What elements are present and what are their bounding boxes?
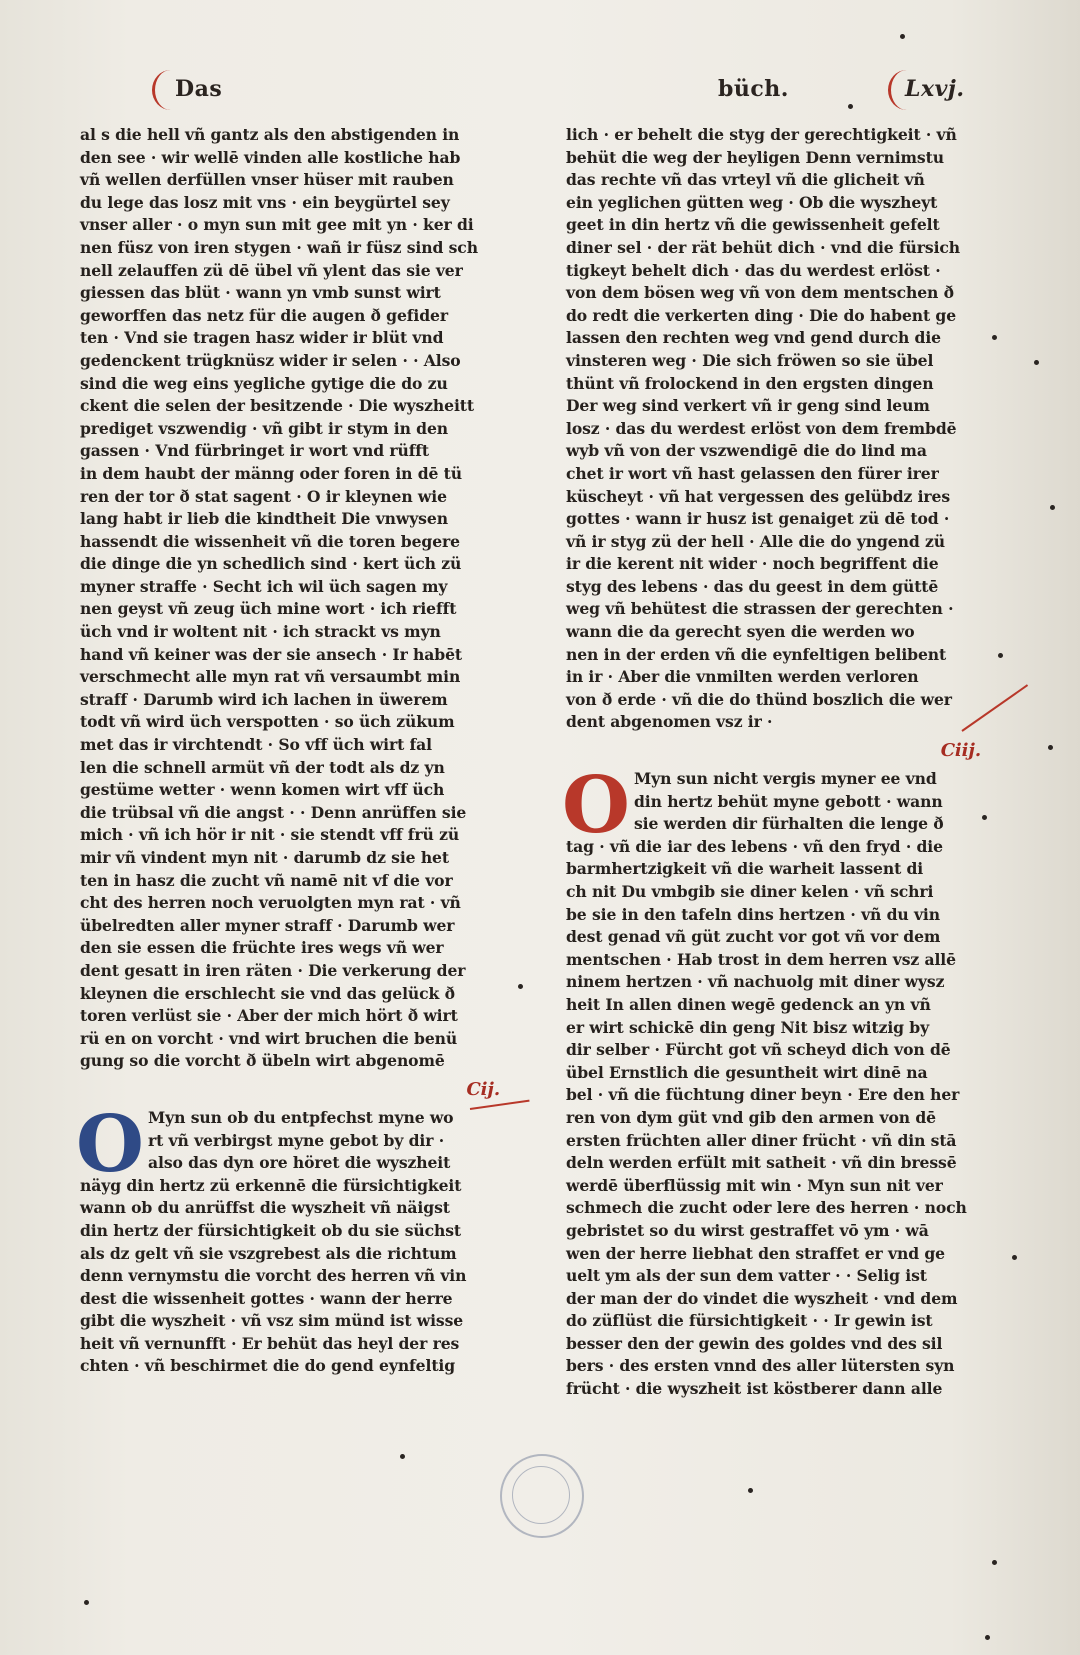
text-line: met das ir virchtendt · So vff üch wirt fal [80,735,432,755]
ink-speck [992,1560,997,1565]
text-line: schmech die zucht oder lere des herren · noch [566,1198,967,1218]
text-line: dir selber · Fürcht got vñ scheyd dich von dē [566,1040,951,1060]
text-line: näyg din hertz zü erkennē die fürsichtigkeit [80,1175,462,1195]
text-line: behüt die weg der heyligen Denn vernimstu [566,147,944,167]
text-line: gottes · wann ir husz ist genaiget zü dē tod · [566,509,950,529]
text-line: styg des lebens · das du geest in dem güttē [566,576,939,596]
text-line: vinsteren weg · Die sich fröwen so sie übel [566,350,934,370]
text-line: dest genad vñ güt zucht vor got vñ vor dem [566,927,941,947]
text-line: losz · das du werdest erlöst von dem frembdē [566,418,957,438]
text-line: gestüme wetter · wenn komen wirt vff üch [80,780,445,800]
text-line: ren der tor ð stat sagent · O ir kleynen wie [80,486,447,506]
text-line: Myn sun ob du entpfechst myne wo [148,1107,454,1127]
text-line: lang habt ir lieb die kindtheit Die vnwysen [80,509,448,529]
text-line: geet in din hertz vñ die gewissenheit gefelt [566,215,940,235]
text-line: straff · Darumb wird ich lachen in üwerem [80,689,448,709]
text-line: nell zelauffen zü dē übel vñ ylent das sie ver [80,260,463,280]
text-line: von ð erde · vñ die do thünd boszlich die wer [566,689,952,709]
chapter-mark-right: Ciij. [940,740,981,762]
text-line: gedenckent trügknüsz wider ir selen · · Also [80,350,461,370]
ink-speck [518,984,523,989]
text-line: kleynen die erschlecht sie vnd das gelück ð [80,983,455,1003]
text-line: lassen den rechten weg vnd gend durch die [566,328,941,348]
left-text-block [80,124,500,1073]
folio-number: Lxvj. [905,76,965,102]
text-line: dent abgenomen vsz ir · [566,712,773,732]
right-column [562,124,981,1401]
text-line: ein yeglichen gütten weg · Ob die wyszheyt [566,192,938,212]
text-line: werdē überflüssig mit win · Myn sun nit ver [566,1175,943,1195]
text-line: uelt ym als der sun dem vatter · · Selig ist [566,1266,927,1286]
text-line: vñ ir styg zü der hell · Alle die do yngend zü [566,531,945,551]
left-paragraph-2 [76,1098,500,1378]
ink-speck [992,335,997,340]
text-line: wann ob du anrüffst die wyszheit vñ näigst [80,1198,450,1218]
text-line: be sie in den tafeln dins hertzen · vñ du vin [566,904,940,924]
text-line: die trübsal vñ die angst · · Denn anrüffen sie [80,802,467,822]
text-line: gibt die wyszheit · vñ vsz sim münd ist wisse [80,1311,464,1331]
text-line: dent gesatt in iren räten · Die verkerung der [80,960,466,980]
chapter-mark-left: Cij. [466,1078,500,1100]
text-line: wyb vñ von der vszwendigē die do lind ma [566,441,927,461]
ink-speck [1050,505,1055,510]
text-line: chet ir wort vñ hast gelassen den fürer irer [566,463,939,483]
text-line: Myn sun nicht vergis myner ee vnd [634,769,937,789]
ink-speck [84,1600,89,1605]
right-paragraph-2-text [566,768,981,1401]
text-line: thünt vñ frolockend in den ergsten dingen [566,373,934,393]
text-line: sind die weg eins yegliche gytige die do zu [80,373,448,393]
text-line: lich · er behelt die styg der gerechtigkeit · vñ [566,125,957,144]
text-line: geworffen das netz für die augen ð gefider [80,305,448,325]
text-line: vnser aller · o myn sun mit gee mit yn · ker di [80,215,474,235]
text-line: die dinge die yn schedlich sind · kert üch zü [80,554,462,574]
left-column [76,124,500,1378]
text-line: als dz gelt vñ sie vszgrebest als die richtum [80,1243,457,1263]
ink-speck [982,815,987,820]
text-line: in ir · Aber die vnmilten werden verloren [566,667,919,687]
text-line: hassendt die wissenheit vñ die toren begere [80,531,460,551]
text-line: ninem hertzen · vñ nachuolg mit diner wysz [566,972,945,992]
text-line: ten in hasz die zucht vñ namē nit vf die vor [80,870,453,890]
ink-speck [400,1454,405,1459]
text-line: al s die hell vñ gantz als den abstigenden in [80,125,460,144]
text-line: diner sel · der rät behüt dich · vnd die fürsich [566,237,961,257]
text-line: nen in der erden vñ die eynfeltigen belibent [566,644,947,664]
text-line: rü en on vorcht · vnd wirt bruchen die benü [80,1028,458,1048]
ink-speck [900,34,905,39]
text-line: tag · vñ die iar des lebens · vñ den fryd · die [566,836,943,856]
text-line: ten · Vnd sie tragen hasz wider ir blüt vnd [80,328,444,348]
text-line: din hertz behüt myne gebott · wann [634,791,943,811]
text-line: ckent die selen der besitzende · Die wyszheitt [80,396,475,416]
text-line: übel Ernstlich die gesuntheit wirt dinē na [566,1062,928,1082]
text-line: dest die wissenheit gottes · wann der herre [80,1288,453,1308]
text-line: ch nit Du vmbgib sie diner kelen · vñ schri [566,882,934,901]
text-line: todt vñ wird üch verspotten · so üch zükum [80,712,455,732]
text-line: barmhertzigkeit vñ die warheit lassent di [566,859,924,879]
text-line: den see · wir wellē vinden alle kostliche hab [80,147,461,167]
text-line: ren von dym güt vnd gib den armen von dē [566,1107,936,1127]
ink-speck [998,653,1003,658]
text-line: heit In allen dinen wegē gedenck an yn vñ [566,994,931,1014]
decorated-initial-blue: O [76,1098,144,1190]
text-line: sie werden dir fürhalten die lenge ð [634,814,944,834]
text-line: mir vñ vindent myn nit · darumb dz sie het [80,848,449,867]
text-line: nen füsz von iren stygen · wañ ir füsz sind sch [80,237,478,257]
text-line: von dem bösen weg vñ von dem mentschen ð [566,283,954,303]
text-line: bel · vñ die füchtung diner beyn · Ere den her [566,1085,960,1105]
running-head-center: büch. [718,76,789,102]
ink-speck [1012,1255,1017,1260]
text-line: chten · vñ beschirmet die do gend eynfeltig [80,1356,456,1376]
right-paragraph-2 [562,760,981,1401]
text-line: tigkeyt behelt dich · das du werdest erlöst · [566,260,941,280]
text-line: ir die kerent nit wider · noch begriffent die [566,554,939,574]
decorated-initial-red: O [562,760,630,852]
text-line: gung so die vorcht ð übeln wirt abgenomē [80,1051,445,1071]
text-line: in dem haubt der männg oder foren in dē tü [80,463,463,483]
text-line: toren verlüst sie · Aber der mich hört ð wirt [80,1006,458,1026]
ink-speck [848,104,853,109]
text-line: ersten früchten aller diner frücht · vñ din stā [566,1130,957,1150]
text-line: üch vnd ir woltent nit · ich strackt vs myn [80,622,441,642]
text-line: bers · des ersten vnnd des aller lütersten syn [566,1356,955,1376]
text-line: also das dyn ore höret die wyszheit [148,1153,451,1173]
running-head-left: Das [175,76,223,102]
text-line: den sie essen die früchte ires wegs vñ wer [80,938,444,958]
text-line: do züflüst die fürsichtigkeit · · Ir gewin ist [566,1311,933,1331]
ink-speck [1048,745,1053,750]
text-line: Der weg sind verkert vñ ir geng sind leum [566,396,930,416]
text-line: frücht · die wyszheit ist köstberer dann alle [566,1379,943,1399]
text-line: küscheyt · vñ hat vergessen des gelübdz ires [566,486,951,506]
text-line: gebristet so du wirst gestraffet vō ym · wā [566,1220,929,1240]
text-line: besser den der gewin des goldes vnd des sil [566,1333,943,1353]
text-line: rt vñ verbirgst myne gebot by dir · [148,1130,445,1150]
text-line: denn vernymstu die vorcht des herren vñ vin [80,1266,467,1286]
text-line: verschmecht alle myn rat vñ versaumbt min [80,667,461,687]
text-line: übelredten aller myner straff · Darumb wer [80,915,455,935]
ink-speck [1034,360,1039,365]
text-line: vñ wellen derfüllen vnser hüser mit rauben [80,170,454,190]
text-line: wen der herre liebhat den straffet er vnd ge [566,1243,945,1263]
right-text-block [566,124,981,734]
ink-speck [748,1488,753,1493]
text-line: wann die da gerecht syen die werden wo [566,622,915,642]
text-line: len die schnell armüt vñ der todt als dz yn [80,757,445,777]
text-line: mentschen · Hab trost in dem herren vsz allē [566,949,956,969]
text-line: din hertz der fürsichtigkeit ob du sie süchst [80,1220,462,1240]
text-line: cht des herren noch veruolgten myn rat · vñ [80,893,461,913]
text-line: das rechte vñ das vrteyl vñ die glicheit vñ [566,170,925,190]
library-stamp [500,1454,584,1538]
text-line: hand vñ keiner was der sie ansech · Ir habēt [80,644,463,664]
text-line: er wirt schickē din geng Nit bisz witzig by [566,1017,930,1037]
text-line: deln werden erfült mit satheit · vñ din bressē [566,1153,957,1173]
text-line: prediget vszwendig · vñ gibt ir stym in den [80,418,449,438]
ink-speck [985,1635,990,1640]
text-line: der man der do vindet die wyszheit · vnd dem [566,1288,958,1308]
text-line: weg vñ behütest die strassen der gerechten · [566,599,954,619]
text-line: myner straffe · Secht ich wil üch sagen my [80,576,448,596]
text-line: nen geyst vñ zeug üch mine wort · ich riefft [80,599,457,619]
text-line: du lege das losz mit vns · ein beygürtel sey [80,192,450,212]
text-line: gassen · Vnd fürbringet ir wort vnd rüfft [80,441,430,461]
text-line: giessen das blüt · wann yn vmb sunst wirt [80,283,441,303]
text-line: mich · vñ ich hör ir nit · sie stendt vff frü zü [80,825,460,845]
text-line: do redt die verkerten ding · Die do habent ge [566,305,957,325]
text-line: heit vñ vernunfft · Er behüt das heyl der res [80,1333,460,1353]
